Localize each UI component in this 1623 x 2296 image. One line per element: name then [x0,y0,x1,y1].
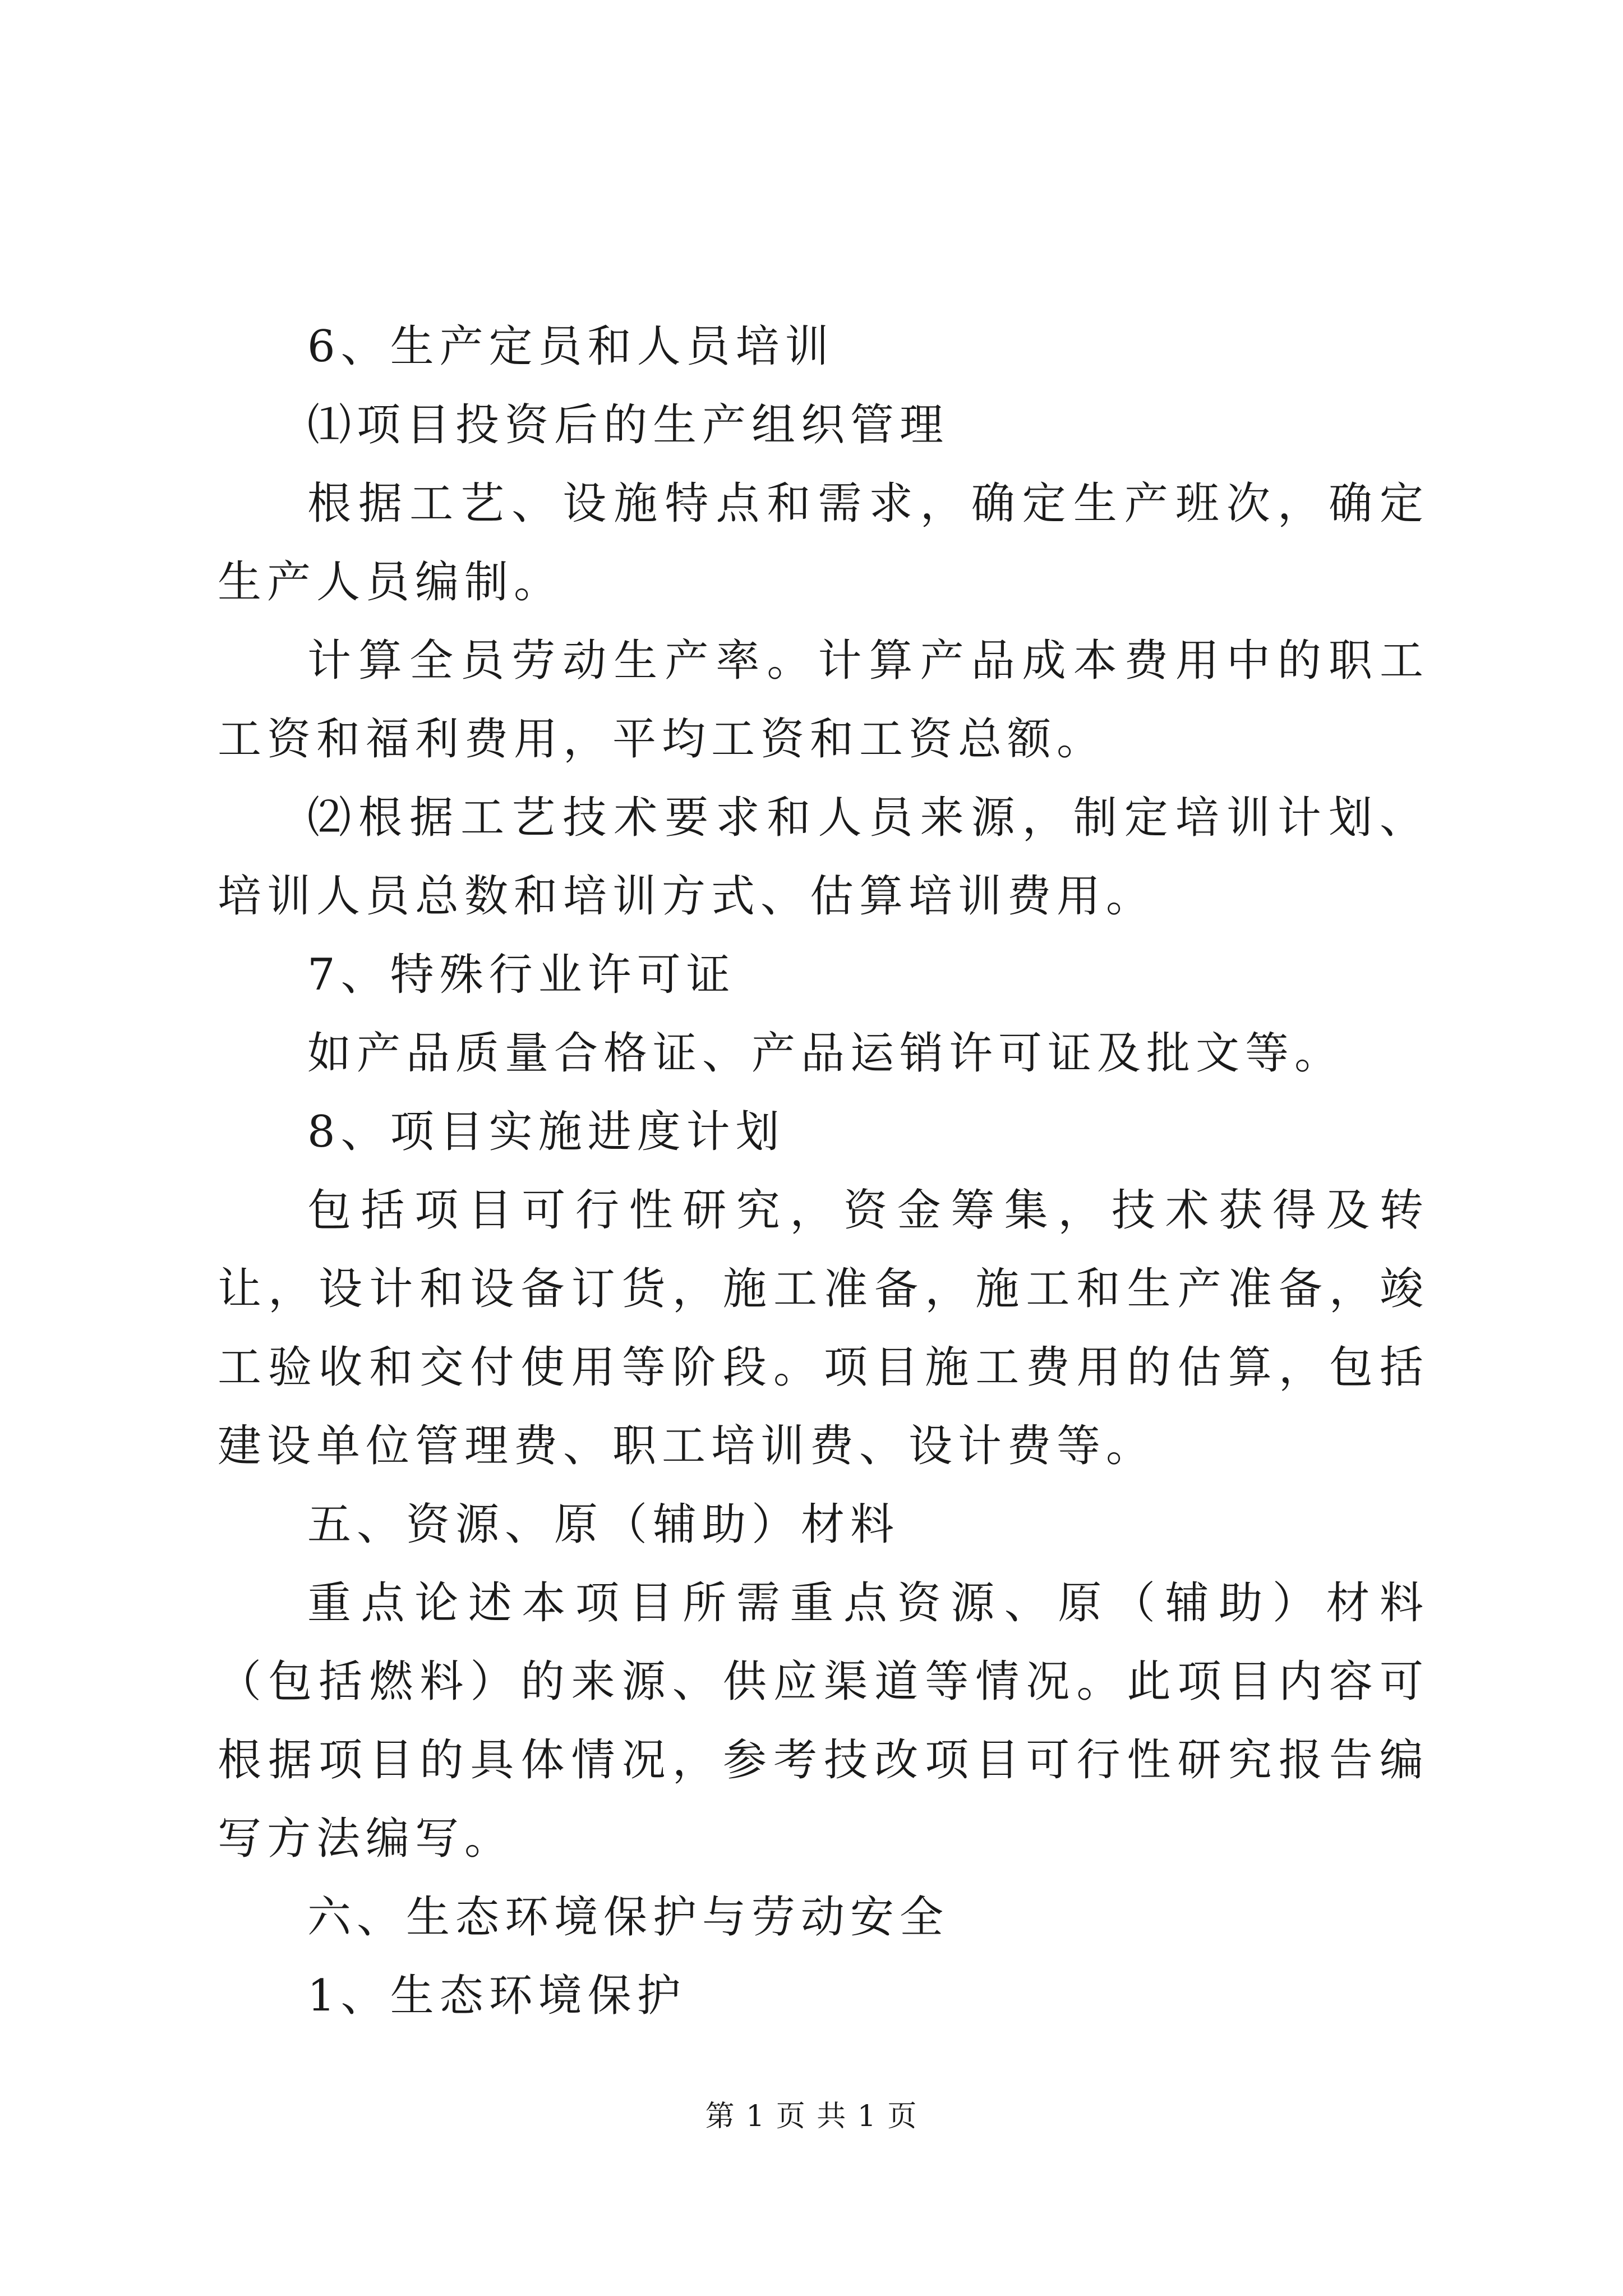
chapter-heading-environment: 六、生态环境保护与劳动安全 [307,1892,949,1943]
paragraph-training-plan: ⑵根据工艺技术要求和人员来源，制定培训计划、培训人员总数和培训方式、估算培训费用。 [218,793,1429,922]
section-heading-ecology: 1、生态环境保护 [307,1971,686,2021]
section-heading-schedule: 8、项目实施进度计划 [307,1107,785,1157]
document-body [218,307,1429,2035]
page-footer: 第 1 页 共 1 页 [705,2100,918,2133]
paragraph-resources: 重点论述本项目所需重点资源、原（辅助）材料（包括燃料）的来源、供应渠道等情况。此项目内容可根据项目的具体情况，参考技改项目可行性研究报告编写方法编写。 [218,1578,1429,1864]
paragraph-productivity-wages: 计算全员劳动生产率。计算产品成本费用中的职工工资和福利费用，平均工资和工资总额。 [218,636,1429,765]
section-heading-staffing: 6、生产定员和人员培训 [307,321,834,372]
paragraph-schedule: 包括项目可行性研究，资金筹集，技术获得及转让，设计和设备订货，施工准备，施工和生产准备，竣工验收和交付使用等阶段。项目施工费用的估算，包括建设单位管理费、职工培训费、设计费等。 [218,1185,1429,1471]
section-heading-licenses: 7、特殊行业许可证 [307,950,736,1000]
chapter-heading-resources: 五、资源、原（辅助）材料 [307,1499,900,1550]
subheading-production-management: ⑴项目投资后的生产组织管理 [307,400,949,450]
paragraph-shift-planning: 根据工艺、设施特点和需求，确定生产班次，确定生产人员编制。 [218,478,1429,608]
paragraph-licenses: 如产品质量合格证、产品运销许可证及批文等。 [307,1028,1344,1079]
